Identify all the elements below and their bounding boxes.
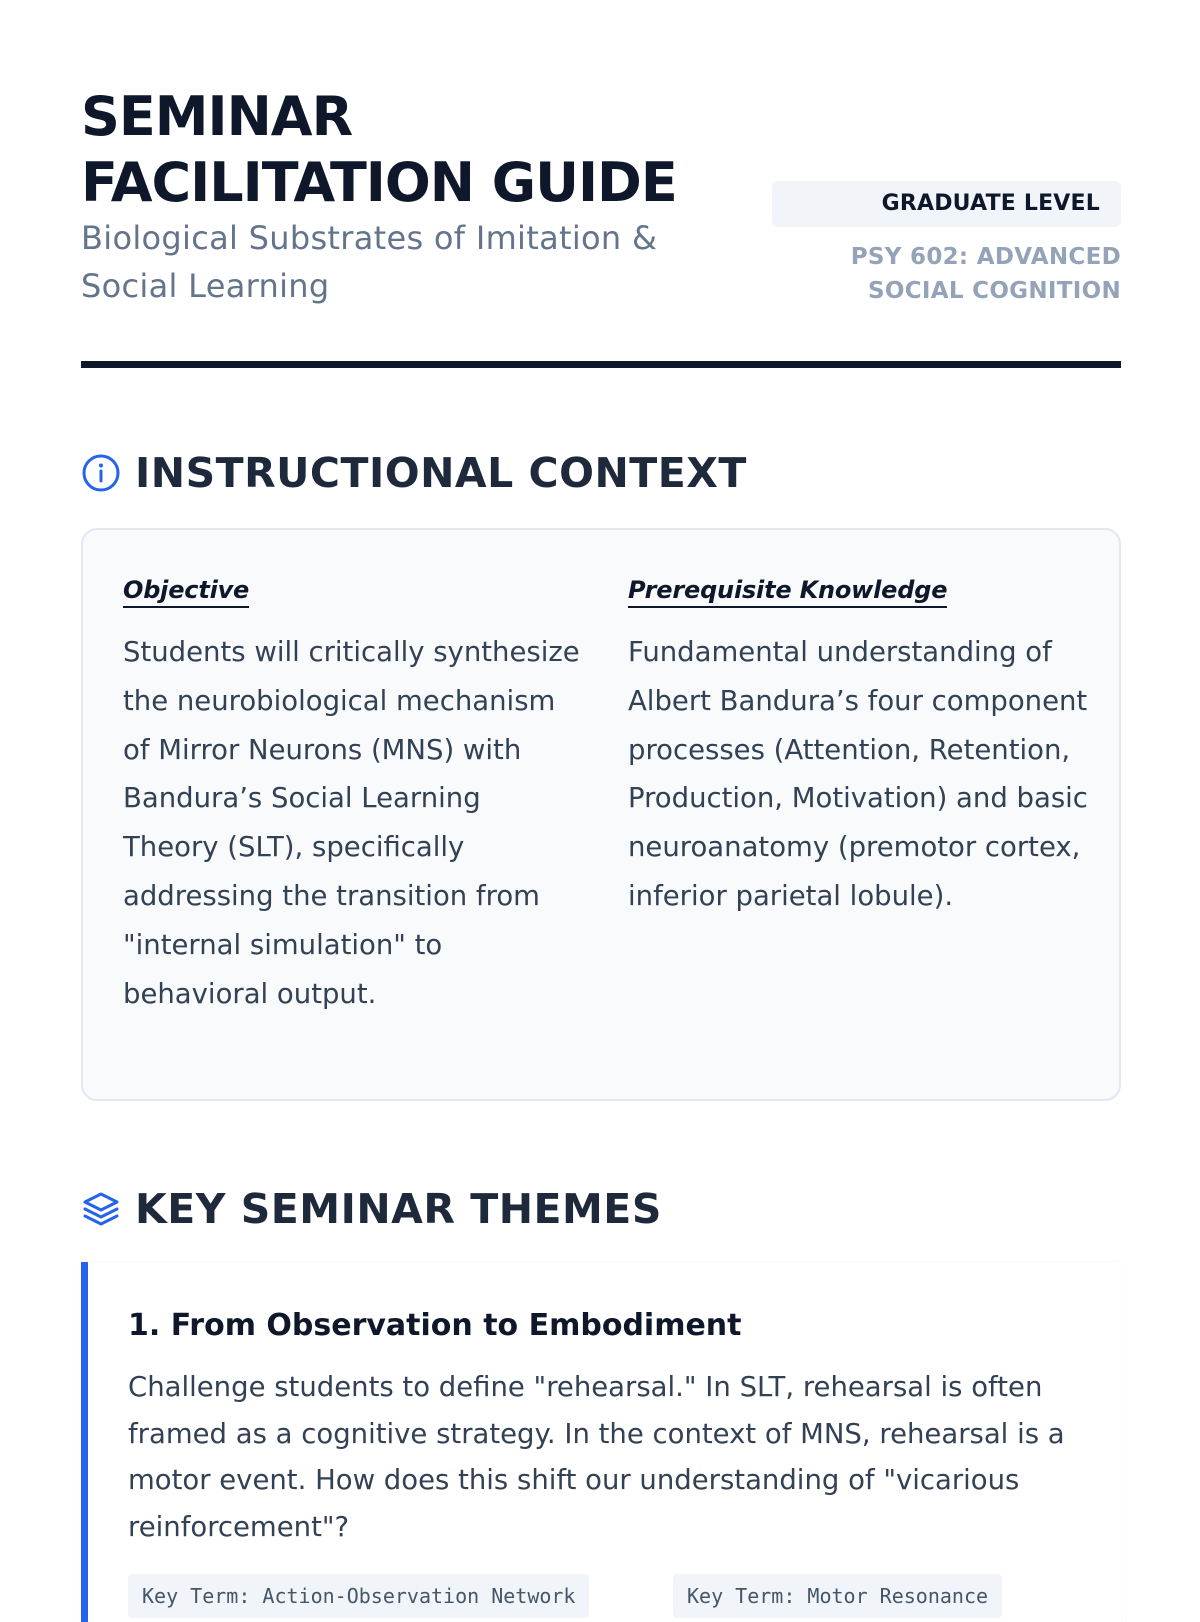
title-line-2: FACILITATION GUIDE: [81, 151, 677, 214]
page-subtitle: Biological Substrates of Imitation & Social Learning: [81, 219, 658, 305]
objective-text: Students will critically synthesize the neurobiological mechanism of Mirror Neurons (MNS) with Bandura’s Social Learning Theory (SLT), specifically addressing the transition from "internal simulation" to behavioral output.: [123, 636, 580, 1010]
layers-icon: [81, 1189, 121, 1229]
page-header: [81, 0, 1121, 368]
prerequisite-text: Fundamental understanding of Albert Bandura’s four component processes (Attention, Retention, Production, Motivation) and basic neuroanatomy (premotor cortex, inferior parietal lobule).: [628, 636, 1088, 912]
objective-label: Objective: [123, 574, 249, 608]
objective-column: [123, 574, 583, 1018]
section-title-context: INSTRUCTIONAL CONTEXT: [135, 449, 747, 497]
theme-title: 1. From Observation to Embodiment: [128, 1308, 742, 1343]
prerequisite-label: Prerequisite Knowledge: [628, 574, 947, 608]
instructional-context-card: [81, 528, 1121, 1101]
section-heading-context: [81, 443, 747, 503]
course-code: PSY 602: ADVANCED SOCIAL COGNITION: [850, 244, 1121, 304]
title-line-1: SEMINAR: [81, 85, 353, 148]
key-term-tag: Key Term: Action-Observation Network: [128, 1574, 589, 1618]
section-heading-themes: [81, 1179, 662, 1239]
guide-page: [81, 0, 1121, 1608]
info-icon: [81, 453, 121, 493]
theme-card: [81, 1262, 1121, 1622]
page-title: [81, 84, 761, 216]
theme-body: Challenge students to define "rehearsal." In SLT, rehearsal is often framed as a cognitive strategy. In the context of MNS, rehearsal is a motor event. How does this shift our understanding of "vicarious reinforcement"?: [128, 1371, 1065, 1543]
prerequisite-column: [628, 574, 1088, 921]
key-term-tag: Key Term: Motor Resonance: [673, 1574, 1002, 1618]
level-badge: GRADUATE LEVEL: [772, 181, 1121, 227]
section-title-themes: KEY SEMINAR THEMES: [135, 1185, 662, 1233]
header-divider: [81, 361, 1121, 368]
